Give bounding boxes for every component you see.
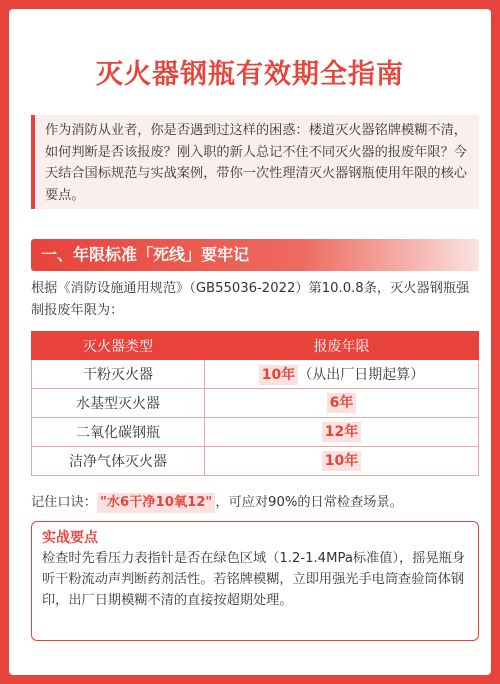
regulation-basis: 根据《消防设施通用规范》（GB55036-2022）第10.0.8条，灭火器钢瓶强制报废年限为：: [31, 281, 470, 318]
mnemonic-suffix: ，可应对90%的日常检查场景。: [215, 495, 403, 510]
scrap-years-cell: [205, 389, 479, 418]
extinguisher-type: 洁净气体灭火器: [32, 447, 205, 476]
mnemonic-line: [31, 493, 403, 513]
years-note: （从出厂日期起算）: [298, 366, 425, 383]
scrap-years-cell: [205, 418, 479, 447]
mnemonic-prefix: 记住口诀：: [31, 495, 97, 510]
table-row: [32, 418, 479, 447]
scrap-years: 6年: [327, 393, 357, 413]
mnemonic-quote: "水6干净10氧12": [97, 493, 215, 513]
tips-body: 检查时先看压力表指针是否在绿色区域（1.2-1.4MPa标准值），摇晃瓶身听干粉流动声判断药剂活性。若铭牌模糊，立即用强光手电筒查验筒体钢印，出厂日期模糊不清的直接按超期处理。: [42, 551, 465, 608]
column-header-years: 报废年限: [205, 332, 479, 360]
table-header-row: [32, 332, 479, 360]
column-header-type: 灭火器类型: [32, 332, 205, 360]
guide-card: [9, 9, 491, 675]
table-row: [32, 360, 479, 389]
scrap-years-cell: [205, 447, 479, 476]
tips-title: 实战要点: [42, 530, 98, 546]
tips-box: [31, 521, 479, 641]
table-row: [32, 389, 479, 418]
scrap-years: 10年: [259, 365, 298, 385]
intro-box: [31, 115, 479, 209]
extinguisher-type: 水基型灭火器: [32, 389, 205, 418]
scrap-years: 12年: [322, 422, 361, 442]
extinguisher-type: 干粉灭火器: [32, 360, 205, 389]
lifespan-table: [31, 331, 479, 476]
scrap-years-cell: [205, 360, 479, 389]
page-title: 灭火器钢瓶有效期全指南: [96, 59, 404, 90]
intro-text: 作为消防从业者，你是否遇到过这样的困惑：楼道灭火器铭牌模糊不清，如何判断是否该报废？刚入职的新人总记不住不同灭火器的报废年限？今天结合国标规范与实战案例，带你一次性理清灭火器钢瓶使用年限的核心要点。: [45, 123, 467, 203]
section-heading: 一、年限标准「死线」要牢记: [31, 239, 479, 271]
extinguisher-type: 二氧化碳钢瓶: [32, 418, 205, 447]
scrap-years: 10年: [322, 451, 361, 471]
table-row: [32, 447, 479, 476]
